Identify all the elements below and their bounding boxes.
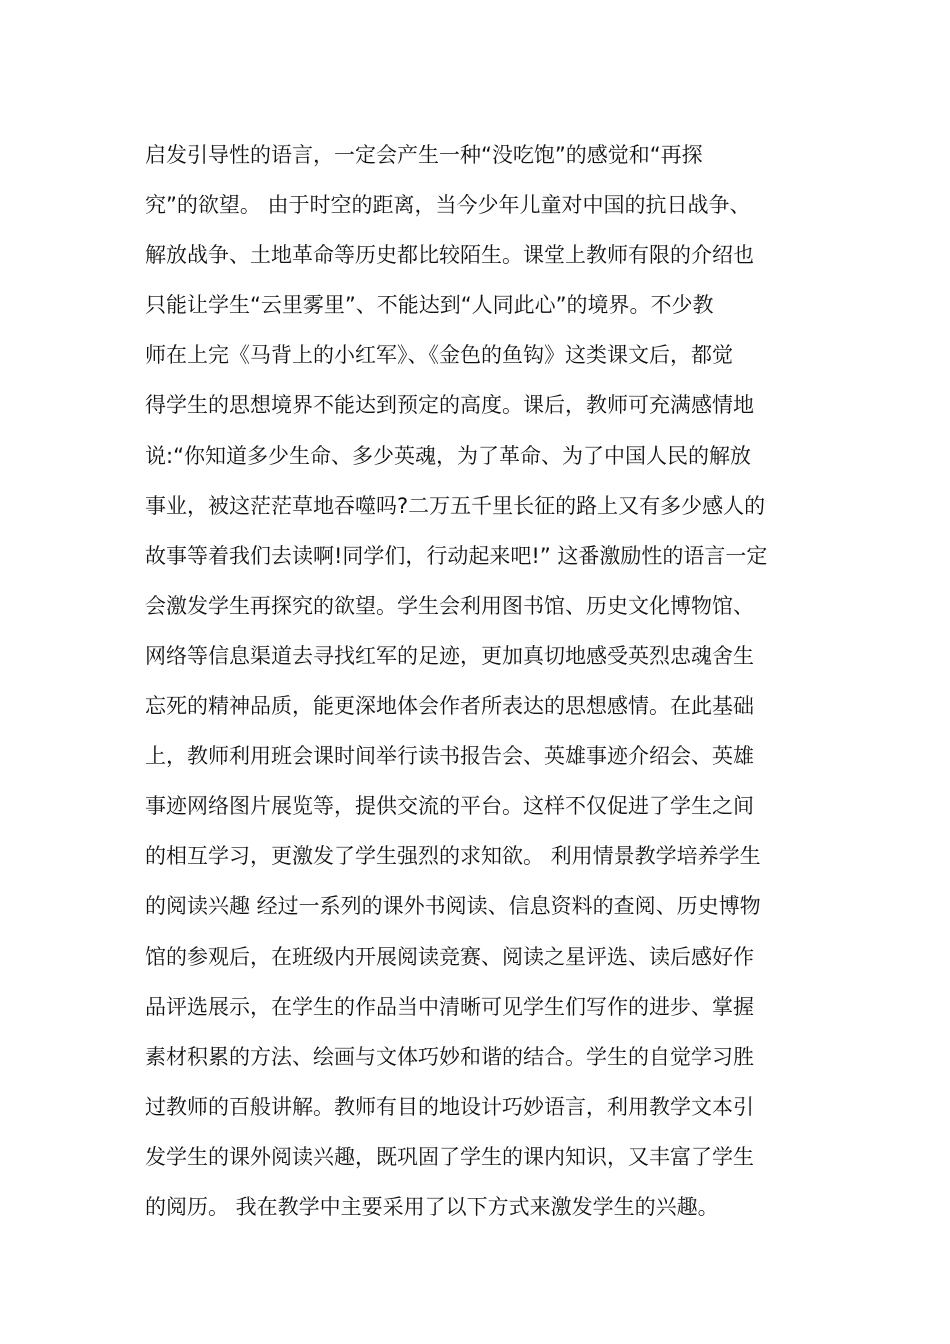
text-line-6: 得学生的思想境界不能达到预定的高度。课后，教师可充满感情地 — [145, 393, 754, 418]
text-line-16: 的阅读兴趣 经过一系列的课外书阅读、信息资料的查阅、历史博物 — [145, 894, 761, 919]
text-line-7: 说:“你知道多少生命、多少英魂，为了革命、为了中国人民的解放 — [145, 443, 751, 468]
text-line-2: 究”的欲望。 由于时空的距离，当今少年儿童对中国的抗日战争、 — [145, 193, 751, 218]
text-line-13: 上，教师利用班会课时间举行读书报告会、英雄事迹介绍会、英雄 — [145, 744, 754, 769]
text-line-10: 会激发学生再探究的欲望。学生会利用图书馆、历史文化博物馆、 — [145, 593, 754, 618]
text-line-20: 过教师的百般讲解。教师有目的地设计巧妙语言，利用教学文本引 — [145, 1094, 754, 1119]
text-line-17: 馆的参观后，在班级内开展阅读竞赛、阅读之星评选、读后感好作 — [145, 944, 754, 969]
body-text — [145, 130, 815, 1232]
text-line-19: 素材积累的方法、绘画与文体巧妙和谐的结合。学生的自觉学习胜 — [145, 1044, 754, 1069]
text-line-5: 师在上完《马背上的小红军》、《金色的鱼钩》这类课文后，都觉 — [145, 343, 733, 368]
text-line-15: 的相互学习，更激发了学生强烈的求知欲。 利用情景教学培养学生 — [145, 844, 761, 869]
text-line-12: 忘死的精神品质，能更深地体会作者所表达的思想感情。在此基础 — [145, 694, 754, 719]
text-line-9: 故事等着我们去读啊!同学们，行动起来吧!” 这番激励性的语言一定 — [145, 543, 768, 568]
text-line-18: 品评选展示，在学生的作品当中清晰可见学生们写作的进步、掌握 — [145, 994, 754, 1019]
text-line-1: 启发引导性的语言，一定会产生一种“没吃饱”的感觉和“再探 — [145, 143, 703, 167]
text-line-4: 只能让学生“云里雾里”、不能达到“人同此心”的境界。不少教 — [145, 293, 714, 318]
text-line-8: 事业，被这茫茫草地吞噬吗?二万五千里长征的路上又有多少感人的 — [145, 493, 766, 518]
text-line-14: 事迹网络图片展览等，提供交流的平台。这样不仅促进了学生之间 — [145, 794, 754, 819]
text-line-3: 解放战争、土地革命等历史都比较陌生。课堂上教师有限的介绍也 — [145, 243, 754, 268]
text-line-22: 的阅历。 我在教学中主要采用了以下方式来激发学生的兴趣。 — [145, 1194, 719, 1219]
text-line-11: 网络等信息渠道去寻找红军的足迹，更加真切地感受英烈忠魂舍生 — [145, 643, 754, 668]
text-line-21: 发学生的课外阅读兴趣，既巩固了学生的课内知识，又丰富了学生 — [145, 1144, 754, 1169]
